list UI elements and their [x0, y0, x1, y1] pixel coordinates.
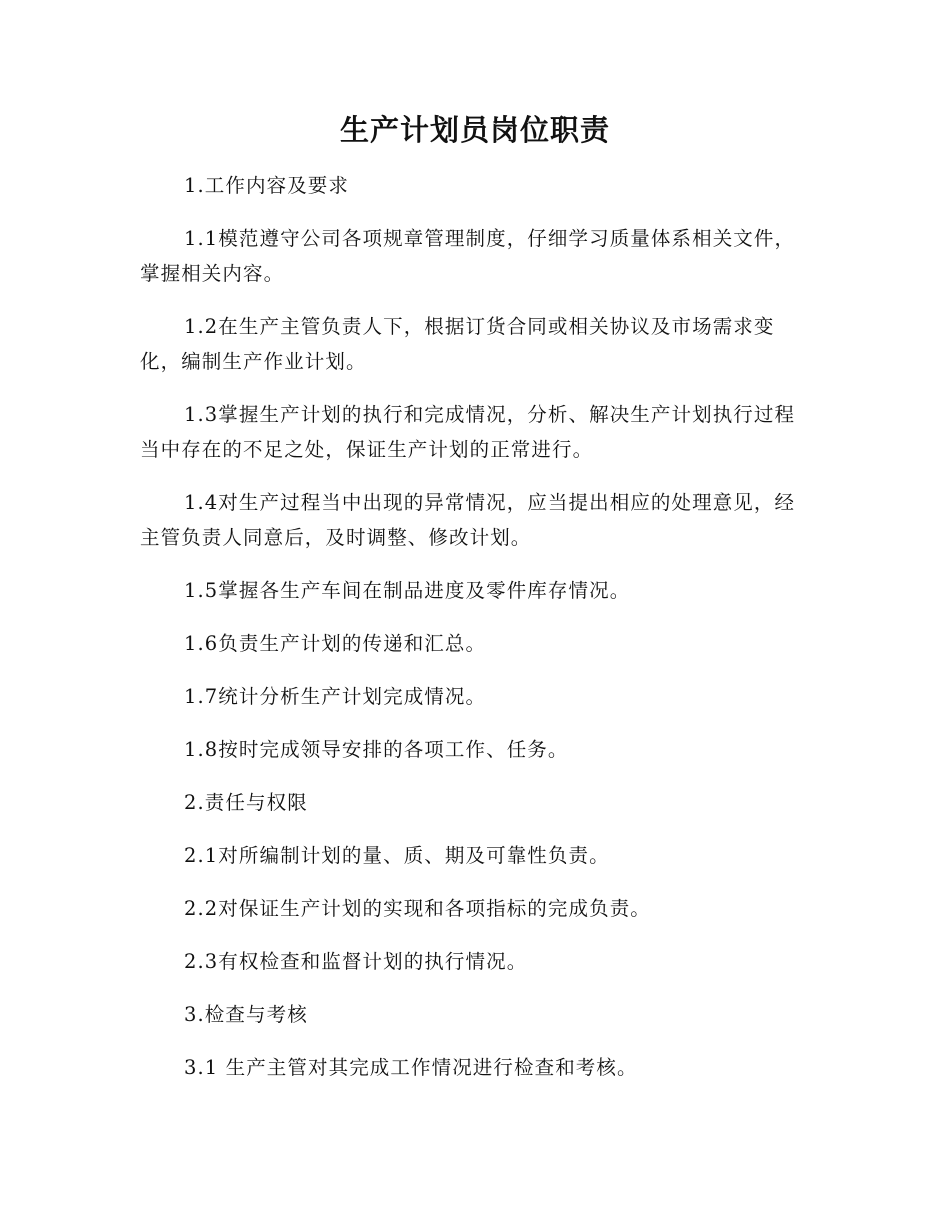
paragraph-1-7: 1.7统计分析生产计划完成情况。 — [184, 685, 487, 708]
paragraph-1-1: 1.1模范遵守公司各项规章管理制度，仔细学习质量体系相关文件，掌握相关内容。 — [140, 227, 796, 285]
paragraph-2-2: 2.2对保证生产计划的实现和各项指标的完成负责。 — [184, 897, 651, 920]
paragraph-2-1: 2.1对所编制计划的量、质、期及可靠性负责。 — [184, 844, 610, 867]
section-heading-3: 3.检查与考核 — [184, 1003, 308, 1026]
paragraph-1-4: 1.4对生产过程当中出现的异常情况，应当提出相应的处理意见，经主管负责人同意后，及时调整、修改计划。 — [140, 491, 796, 549]
paragraph-1-5: 1.5掌握各生产车间在制品进度及零件库存情况。 — [184, 579, 631, 602]
paragraph-1-3: 1.3掌握生产计划的执行和完成情况，分析、解决生产计划执行过程当中存在的不足之处，保证生产计划的正常进行。 — [140, 403, 796, 461]
page-title: 生产计划员岗位职责 — [339, 113, 610, 147]
document-body — [140, 168, 810, 1085]
paragraph-1-2: 1.2在生产主管负责人下，根据订货合同或相关协议及市场需求变化，编制生产作业计划。 — [140, 315, 775, 373]
section-heading-2: 2.责任与权限 — [184, 791, 308, 814]
paragraph-1-8: 1.8按时完成领导安排的各项工作、任务。 — [184, 738, 569, 761]
paragraph-3-1: 3.1 生产主管对其完成工作情况进行检查和考核。 — [184, 1056, 638, 1079]
paragraph-2-3: 2.3有权检查和监督计划的执行情况。 — [184, 950, 528, 973]
paragraph-1-6: 1.6负责生产计划的传递和汇总。 — [184, 632, 487, 655]
section-heading-1: 1.工作内容及要求 — [184, 174, 350, 197]
